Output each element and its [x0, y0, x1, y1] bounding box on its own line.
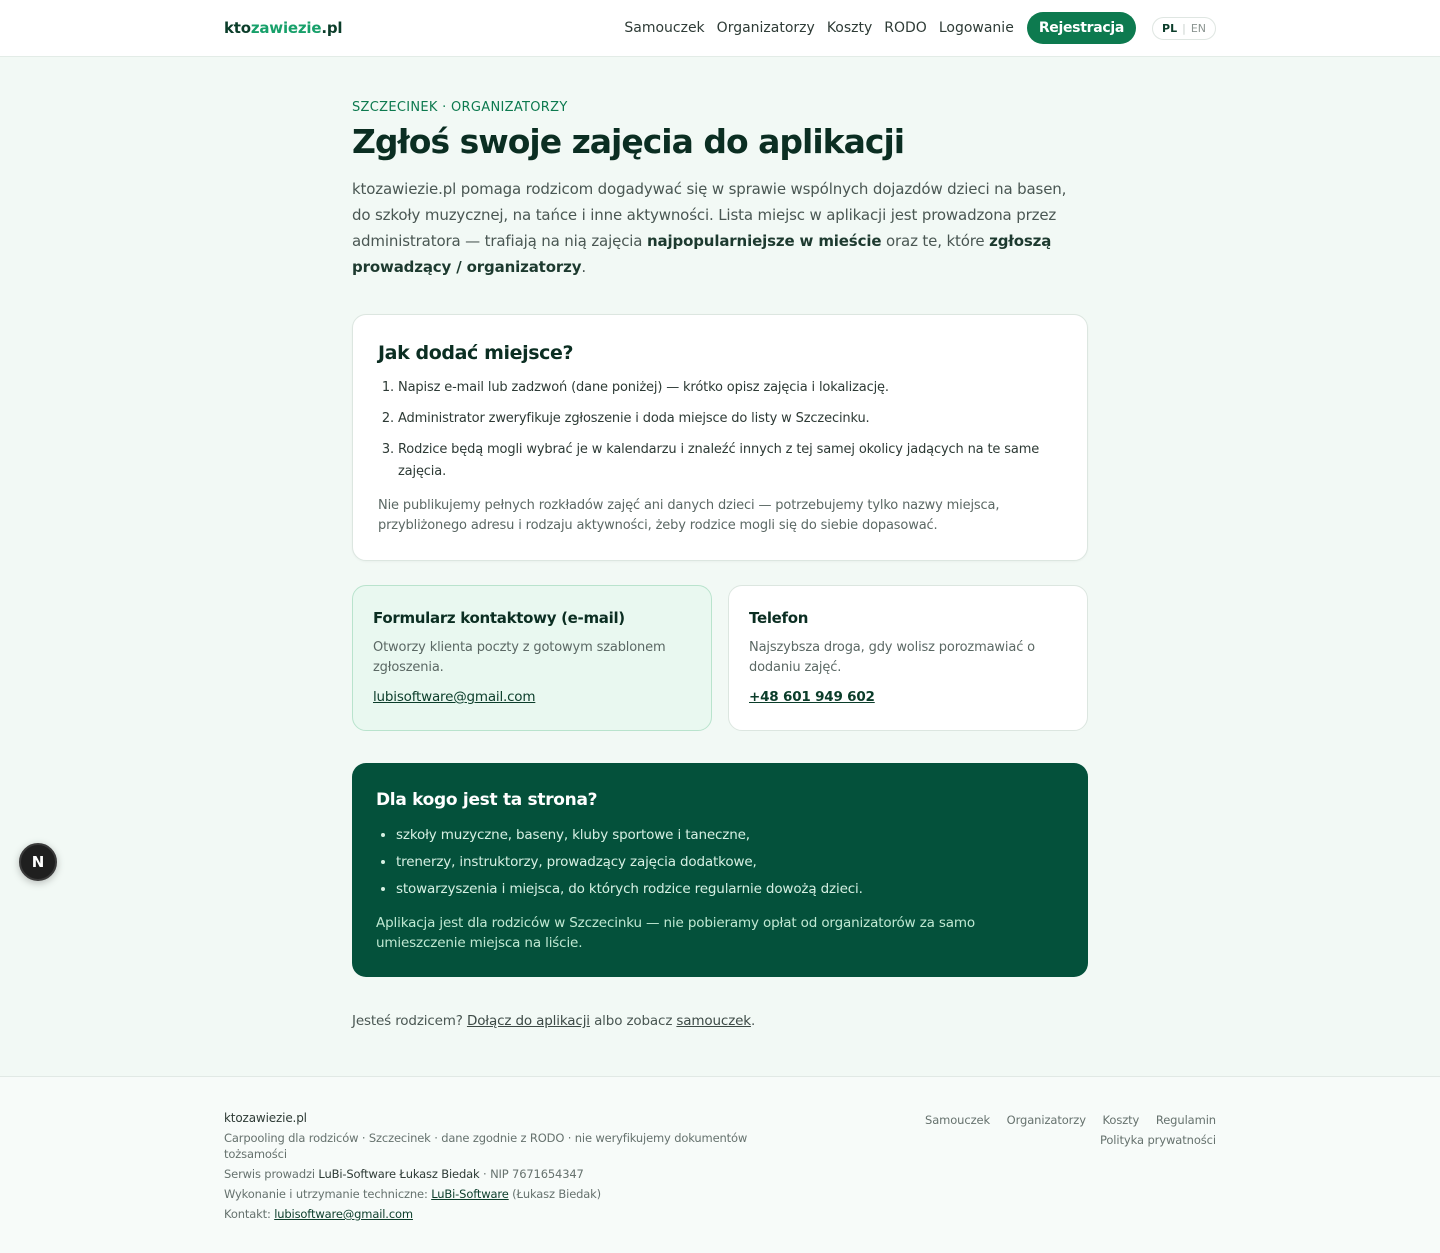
audience-card	[352, 763, 1088, 977]
parent-cta	[352, 1011, 1088, 1031]
nav-samouczek[interactable]: Samouczek	[624, 20, 705, 36]
operator-prefix: Serwis prowadzi	[224, 1167, 319, 1181]
breadcrumb-eyebrow: SZCZECINEK · ORGANIZATORZY	[352, 100, 568, 115]
how-steps-list	[378, 377, 1063, 483]
audience-item: • stowarzyszenia i miejsca, do których rodzice regularnie dowożą dzieci.	[396, 879, 1064, 899]
nav-koszty[interactable]: Koszty	[826, 20, 873, 36]
logo-accent: zawiezie	[250, 19, 322, 37]
footer-contact	[224, 1206, 764, 1222]
footer-link-regulamin[interactable]: Regulamin	[1155, 1113, 1216, 1127]
main-content	[352, 57, 1088, 1031]
footer-link-organizatorzy[interactable]: Organizatorzy	[1006, 1113, 1086, 1127]
footer-logo: ktozawiezie.pl	[224, 1111, 307, 1125]
footer-link-privacy[interactable]: Polityka prywatności	[1099, 1133, 1216, 1147]
how-step: 2. Administrator zweryfikuje zgłoszenie i doda miejsce do listy w Szczecinku.	[398, 408, 1063, 430]
parent-prefix: Jesteś rodzicem?	[352, 1013, 467, 1029]
how-step: 3. Rodzice będą mogli wybrać je w kalendarzu i znaleźć innych z tej samej okolicy jadących na te same zajęcia.	[398, 439, 1063, 483]
tutorial-link[interactable]: samouczek	[676, 1013, 751, 1029]
footer-privacy-row	[912, 1130, 1216, 1150]
audience-item: • trenerzy, instruktorzy, prowadzący zajęcia dodatkowe,	[396, 852, 1064, 872]
footer-links	[912, 1110, 1216, 1226]
register-button[interactable]: Rejestracja	[1027, 12, 1136, 44]
lang-en[interactable]: EN	[1190, 21, 1206, 35]
footer-links-row	[912, 1110, 1216, 1130]
audience-list	[376, 825, 1064, 899]
how-to-add-card	[352, 314, 1088, 561]
language-switcher	[1152, 17, 1216, 40]
contact-prefix: Kontakt:	[224, 1207, 275, 1221]
lang-separator: |	[1182, 21, 1186, 35]
page-title: Zgłoś swoje zajęcia do aplikacji	[352, 122, 905, 161]
parent-middle: albo zobacz	[589, 1013, 677, 1029]
logo-prefix: kto	[224, 19, 251, 37]
nextjs-dev-badge[interactable]: N	[19, 843, 57, 881]
footer-operator	[224, 1166, 764, 1182]
how-step: 1. Napisz e-mail lub zadzwoń (dane poniżej) — krótko opisz zajęcia i lokalizację.	[398, 377, 1063, 399]
phone-card-desc: Najszybsza droga, gdy wolisz porozmawiać o dodaniu zajęć.	[749, 640, 1035, 675]
logo-suffix: .pl	[321, 19, 343, 37]
email-contact-card	[352, 585, 712, 731]
join-app-link[interactable]: Dołącz do aplikacji	[466, 1013, 590, 1029]
intro-text-2: oraz te, które	[881, 232, 990, 250]
intro-text-3: .	[581, 258, 586, 276]
footer-tagline: Carpooling dla rodziców · Szczecinek · dane zgodnie z RODO · nie weryfikujemy dokumentów tożsamości	[224, 1131, 748, 1161]
lang-pl[interactable]: PL	[1162, 21, 1178, 35]
parent-suffix: .	[750, 1013, 756, 1029]
nav-organizatorzy[interactable]: Organizatorzy	[716, 20, 815, 36]
audience-item: • szkoły muzyczne, baseny, kluby sportowe i taneczne,	[396, 825, 1064, 845]
footer-link-koszty[interactable]: Koszty	[1102, 1113, 1140, 1127]
audience-title: Dla kogo jest ta strona?	[376, 790, 598, 810]
phone-contact-card	[728, 585, 1088, 731]
nav-logowanie[interactable]: Logowanie	[938, 20, 1014, 36]
how-title: Jak dodać miejsce?	[378, 342, 574, 364]
site-footer	[0, 1076, 1440, 1253]
nav-rodo[interactable]: RODO	[884, 20, 927, 36]
intro-bold-1: najpopularniejsze w mieście	[646, 232, 882, 250]
email-card-title: Formularz kontaktowy (e-mail)	[373, 609, 625, 627]
tech-link[interactable]: LuBi-Software	[431, 1187, 509, 1201]
how-note: Nie publikujemy pełnych rozkładów zajęć ani danych dzieci — potrzebujemy tylko nazwy miejsca, przybliżonego adresu i rodzaju aktywności, żeby rodzice mogli się do siebie dopasować.	[378, 498, 1000, 533]
main-nav	[612, 12, 1216, 44]
email-link[interactable]: lubisoftware@gmail.com	[373, 689, 536, 705]
email-card-desc: Otworzy klienta poczty z gotowym szablonem zgłoszenia.	[373, 640, 666, 675]
footer-info	[224, 1110, 764, 1226]
intro-bold-2: zgłoszą prowadzący / organizatorzy	[352, 232, 1052, 276]
audience-note: Aplikacja jest dla rodziców w Szczecinku — nie pobieramy opłat od organizatorów za samo umieszczenie miejsca na liście.	[376, 915, 976, 951]
operator-name: LuBi-Software Łukasz Biedak	[318, 1167, 480, 1181]
operator-nip: · NIP 7671654347	[479, 1167, 584, 1181]
tech-prefix: Wykonanie i utrzymanie techniczne:	[224, 1187, 432, 1201]
intro-text-1: ktozawiezie.pl pomaga rodzicom dogadywać się w sprawie wspólnych dojazdów dzieci na basen, do szkoły muzycznej, na tańce i inne aktywności. Lista miejsc w aplikacji jest prowadzona przez administratora — trafiają na nią zajęcia	[352, 180, 1067, 250]
intro-paragraph	[352, 176, 1088, 280]
site-logo[interactable]	[224, 19, 342, 37]
tech-suffix: (Łukasz Biedak)	[508, 1187, 602, 1201]
footer-link-samouczek[interactable]: Samouczek	[925, 1113, 991, 1127]
contact-options	[352, 585, 1088, 731]
phone-link[interactable]: +48 601 949 602	[749, 689, 875, 705]
footer-email-link[interactable]: lubisoftware@gmail.com	[274, 1207, 413, 1221]
footer-tech	[224, 1186, 764, 1202]
site-header	[0, 0, 1440, 57]
phone-card-title: Telefon	[749, 609, 809, 627]
